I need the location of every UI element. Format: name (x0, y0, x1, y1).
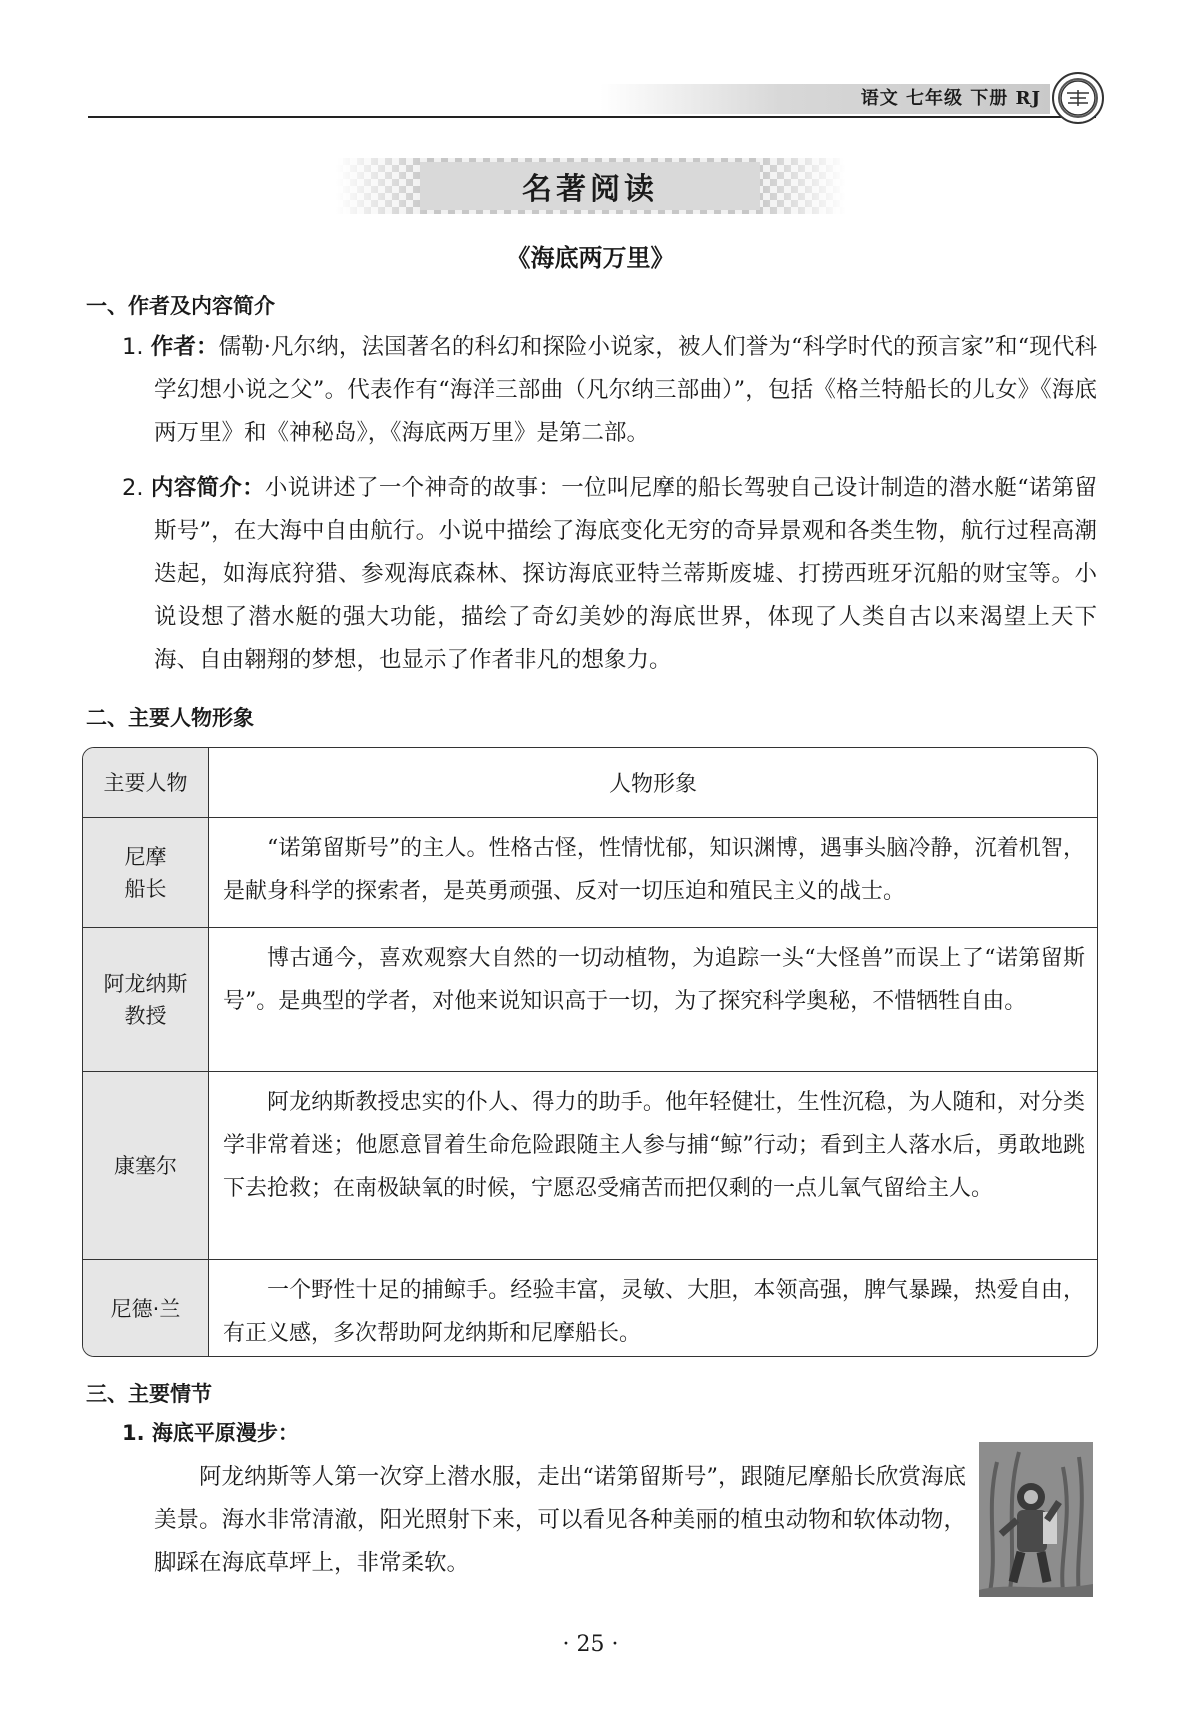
item-text: 小说讲述了一个神奇的故事：一位叫尼摩的船长驾驶自己设计制造的潜水艇“诺第留斯号”，在大海中自由航行。小说中描绘了海底变化无穷的奇异景观和各类生物，航行过程高潮迭起，如海底狩猎、参观海底森林、探访海底亚特兰蒂斯废墟、打捞西班牙沉船的财宝等。小说设想了潜水艇的强大功能，描绘了奇幻美妙的海底世界，体现了人类自古以来渴望上天下海、自由翱翔的梦想，也显示了作者非凡的想象力。 (154, 475, 1097, 673)
table-row (83, 928, 1097, 1072)
character-description: 阿龙纳斯教授忠实的仆人、得力的助手。他年轻健壮，生性沉稳，为人随和，对分类学非常着迷；他愿意冒着生命危险跟随主人参与捕“鲸”行动；看到主人落水后，勇敢地跳下去抢救；在南极缺氧的时候，宁愿忍受痛苦而把仅剩的一点儿氧气留给主人。 (223, 1090, 1085, 1201)
character-description: 一个野性十足的捕鲸手。经验丰富，灵敏、大胆，本领高强，脾气暴躁，热爱自由，有正义感，多次帮助阿龙纳斯和尼摩船长。 (223, 1278, 1085, 1346)
item-label: 海底平原漫步： (151, 1421, 299, 1445)
plot-item-heading (122, 1416, 1077, 1450)
item-number: 1. (122, 334, 144, 360)
table-header-row (83, 748, 1097, 818)
table-row (83, 1072, 1097, 1260)
table-header-cell: 主要人物 (83, 748, 209, 817)
section-heading-plot: 三、主要情节 (86, 1382, 212, 1406)
section-heading-characters: 二、主要人物形象 (86, 706, 254, 730)
character-description: “诺第留斯号”的主人。性格古怪，性情忧郁，知识渊博，遇事头脑冷静，沉着机智，是献身科学的探索者，是英勇顽强、反对一切压迫和殖民主义的战士。 (223, 836, 1085, 904)
character-description: 博古通今，喜欢观察大自然的一切动植物，为追踪一头“大怪兽”而误上了“诺第留斯号”。是典型的学者，对他来说知识高于一切，为了探究科学奥秘，不惜牺牲自由。 (223, 946, 1085, 1014)
book-title: 《海底两万里》 (506, 244, 675, 272)
page-number: · 25 · (562, 1632, 619, 1657)
logo-seal-icon (1058, 78, 1098, 118)
banner-title: 名著阅读 (522, 172, 658, 207)
character-table (82, 747, 1098, 1357)
character-name: 尼德·兰 (83, 1260, 209, 1357)
plot-item-text: 阿龙纳斯等人第一次穿上潜水服，走出“诺第留斯号”，跟随尼摩船长欣赏海底美景。海水非常清澈，阳光照射下来，可以看见各种美丽的植虫动物和软体动物，脚踩在海底草坪上，非常柔软。 (154, 1464, 966, 1576)
item-label: 作者： (150, 334, 219, 360)
intro-item-summary (122, 467, 1097, 682)
item-text: 儒勒·凡尔纳，法国著名的科幻和探险小说家，被人们誉为“科学时代的预言家”和“现代科学幻想小说之父”。代表作有“海洋三部曲（凡尔纳三部曲）”，包括《格兰特船长的儿女》《海底两万里》和《神秘岛》，《海底两万里》是第二部。 (154, 334, 1097, 446)
item-number: 1. (122, 1421, 145, 1445)
header-subject-line: 语文 七年级 下册 RJ (860, 88, 1041, 109)
header-rule (88, 116, 1096, 118)
character-name: 阿龙纳斯 教授 (83, 928, 209, 1071)
item-label: 内容简介： (150, 475, 265, 501)
intro-item-author (122, 326, 1097, 455)
diver-image-icon (979, 1442, 1093, 1597)
table-row (83, 1260, 1097, 1357)
character-name: 尼摩 船长 (83, 818, 209, 927)
table-row (83, 818, 1097, 928)
item-number: 2. (122, 475, 144, 501)
table-header-cell: 人物形象 (608, 772, 697, 797)
diver-illustration (979, 1442, 1093, 1597)
publisher-logo (1052, 72, 1104, 124)
section-heading-author: 一、作者及内容简介 (86, 294, 275, 318)
character-name: 康塞尔 (83, 1072, 209, 1259)
section-banner (336, 158, 846, 214)
